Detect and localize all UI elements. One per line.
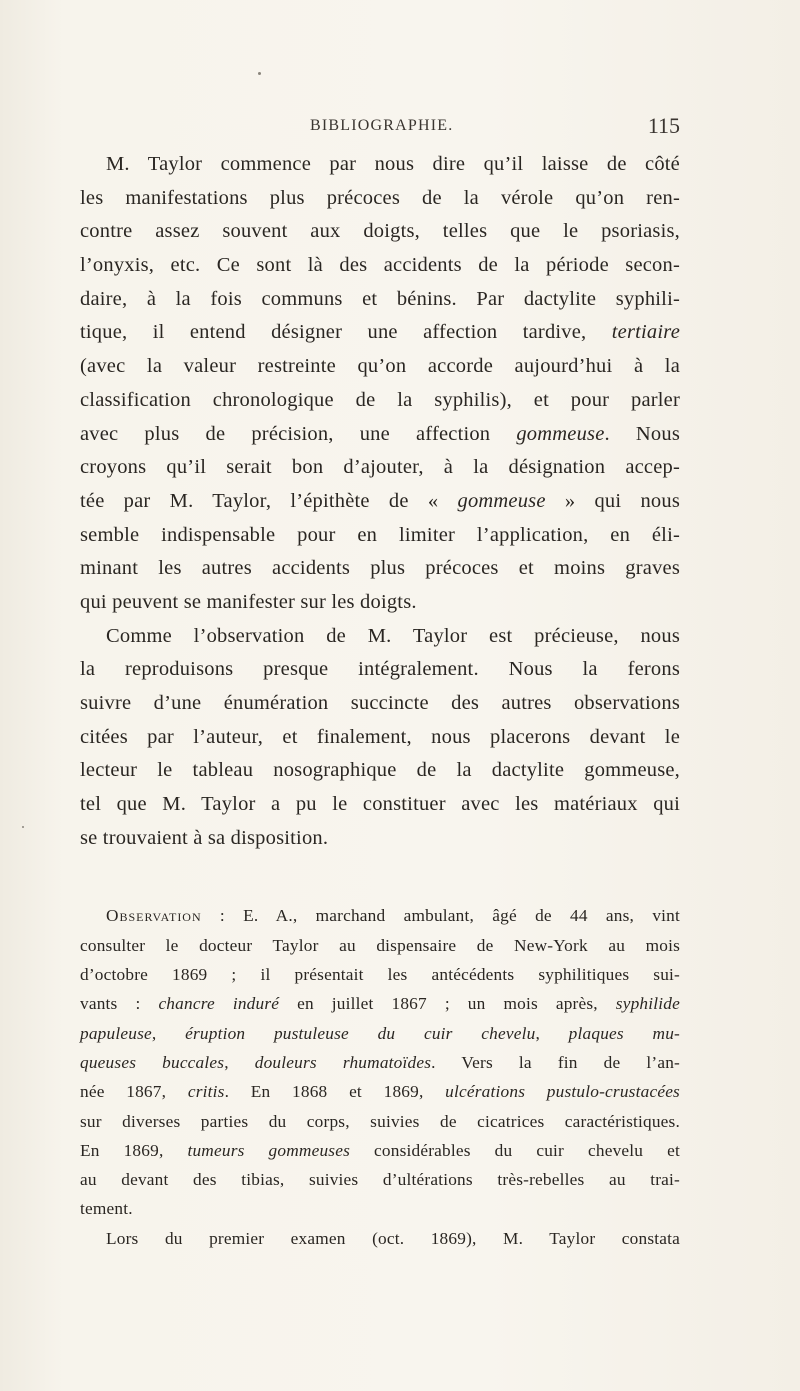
section-gap [80,855,680,901]
text-span: considérables du cuir chevelu et [350,1140,681,1160]
text-span: : E. A., marchand ambulant, âgé de 44 ans, vint [201,906,680,926]
text-line [80,1136,680,1165]
italic-term: papuleuse [80,1023,152,1043]
text-span: » qui nous [545,489,681,512]
text-span: , [224,1052,255,1072]
paragraph-1 [80,148,680,620]
paper-speck [22,826,24,828]
text-line: sur diverses parties du corps, suivies de cicatrices caractéristiques. [80,1111,680,1131]
text-span: avec plus de précision, une affection [80,422,517,445]
text-line: semble indispensable pour en limiter l’application, en éli- [80,523,680,546]
italic-term: syphilide [615,994,680,1014]
observation-block [80,901,680,1253]
italic-term: gommeuse [516,422,605,445]
text-span: . Nous [604,422,680,445]
text-line: croyons qu’il serait bon d’ajouter, à la désignation accep- [80,456,680,479]
text-line [80,901,680,930]
observation-label: Observation [106,906,202,926]
italic-term: chancre induré [158,994,280,1014]
text-line [80,418,680,452]
text-line [80,316,680,350]
text-span: . Vers la fin de l’an- [431,1052,680,1072]
text-line [80,1048,680,1077]
text-line: lecteur le tableau nosographique de la dactylite gommeuse, [80,759,680,782]
text-line: contre assez souvent aux doigts, telles que le psoriasis, [80,220,680,243]
text-line: l’onyxis, etc. Ce sont là des accidents de la période secon- [80,254,680,277]
text-line: se trouvaient à sa disposition. [80,826,329,849]
text-line: les manifestations plus précoces de la vérole qu’on ren- [80,186,680,209]
text-line: consulter le docteur Taylor au dispensaire de New-York au mois [80,935,680,955]
italic-term: critis [187,1082,225,1102]
paper-speck [258,72,261,75]
text-span: tique, il entend désigner une affection tardive, [80,321,612,344]
italic-term: tertiaire [611,321,680,344]
running-title: BIBLIOGRAPHIE. [310,117,454,134]
text-span: . En 1868 et 1869, [224,1082,446,1102]
paragraph-2 [80,620,680,856]
italic-term: tumeurs gommeuses [187,1140,351,1160]
text-line [80,1019,680,1048]
text-span: , [535,1023,569,1043]
text-line: minant les autres accidents plus précoces et moins graves [80,557,680,580]
text-line: qui peuvent se manifester sur les doigts. [80,590,417,613]
italic-term: ulcérations pustulo-crustacées [445,1082,680,1102]
text-line: tel que M. Taylor a pu le constituer avec les matériaux qui [80,793,680,816]
text-line [80,989,680,1018]
text-line: Lors du premier examen (oct. 1869), M. Taylor constata [106,1228,680,1248]
italic-term: éruption pustuleuse du cuir chevelu [185,1023,536,1043]
text-line [80,485,680,519]
text-line [80,1077,680,1106]
italic-term: queuses buccales [80,1052,225,1072]
text-span: En 1869, [80,1140,188,1160]
italic-term: douleurs rhumatoïdes [254,1052,432,1072]
italic-term: gommeuse [457,489,546,512]
text-line: la reproduisons presque intégralement. Nous la ferons [80,658,680,681]
text-line: tement. [80,1199,133,1219]
text-line: au devant des tibias, suivies d’ultérations très-rebelles au trai- [80,1170,680,1190]
text-line: d’octobre 1869 ; il présentait les antécédents syphilitiques sui- [80,965,680,985]
page-number: 115 [647,113,680,138]
text-line: citées par l’auteur, et finalement, nous placerons devant le [80,725,680,748]
text-line: daire, à la fois communs et bénins. Par dactylite syphili- [80,287,680,310]
italic-term: plaques mu- [568,1023,680,1043]
text-line: (avec la valeur restreinte qu’on accorde aujourd’hui à la [80,355,680,378]
text-line: suivre d’une énumération succincte des autres observations [80,692,680,714]
text-line: Comme l’observation de M. Taylor est précieuse, nous [106,624,680,647]
text-line: M. Taylor commence par nous dire qu’il laisse de côté [106,153,680,175]
body-text [80,148,680,1253]
text-span: née 1867, [80,1082,188,1102]
text-span: tée par M. Taylor, l’épithète de « [80,489,458,512]
text-line: classification chronologique de la syphilis), et pour parler [80,388,680,411]
text-span: vants : [80,994,159,1014]
text-span: en juillet 1867 ; un mois après, [279,994,616,1014]
text-span: , [151,1023,186,1043]
page-header [80,113,680,147]
